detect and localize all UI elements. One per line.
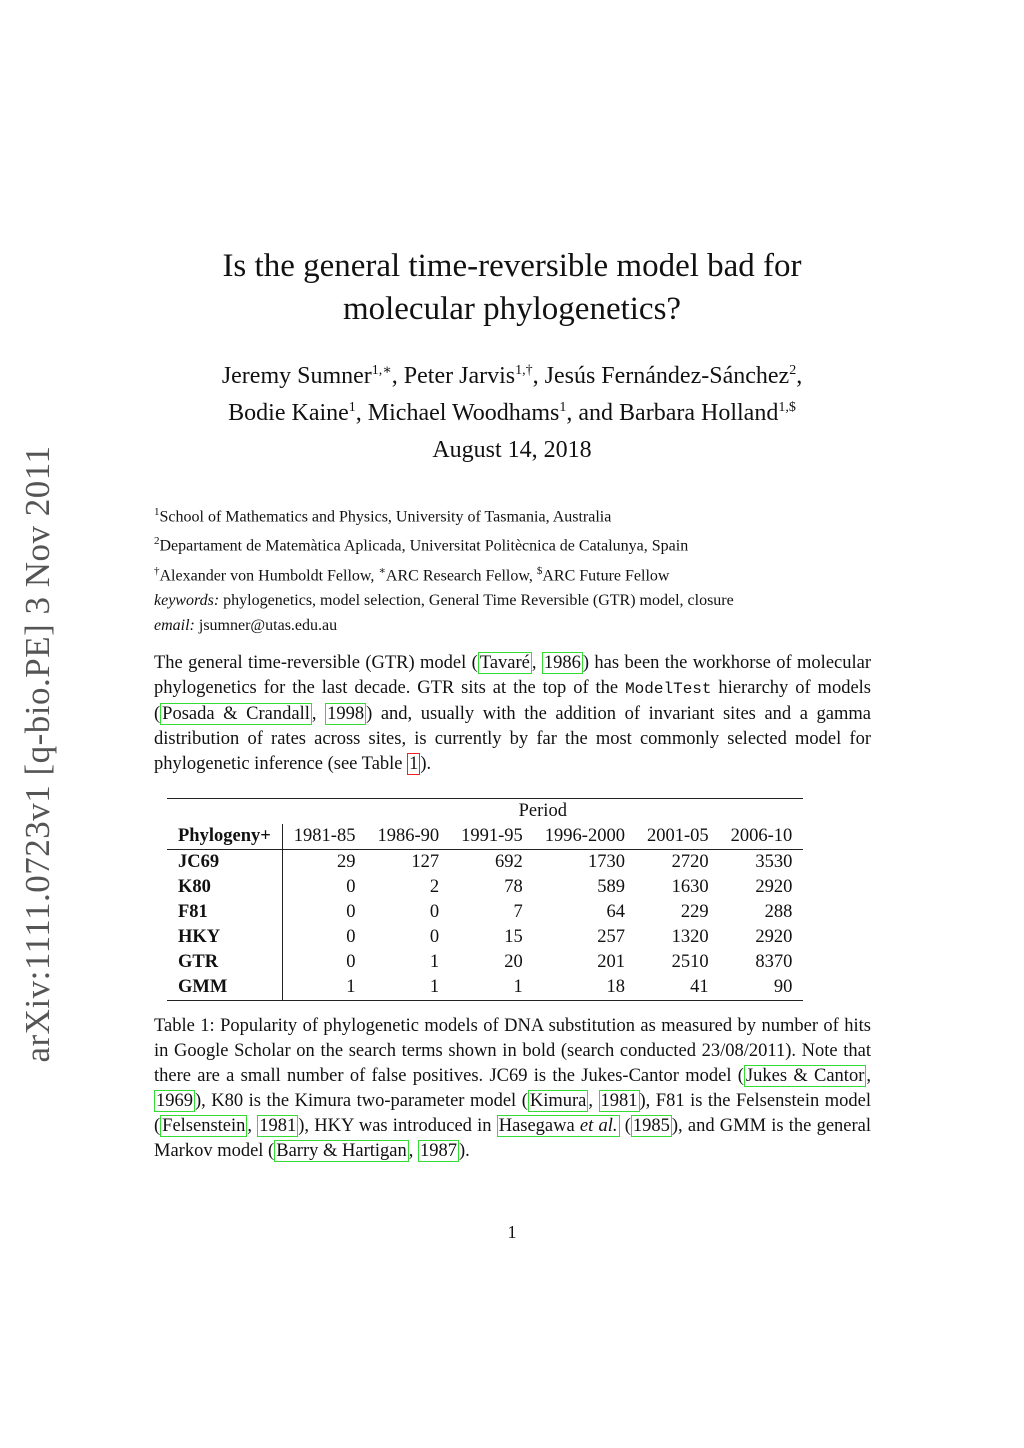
table-cell: 0 <box>346 877 356 897</box>
table-row <box>167 975 803 1001</box>
table-row <box>167 850 803 876</box>
column-header: 2001-05 <box>636 824 720 850</box>
affiliation-1 <box>154 500 874 529</box>
table-cell: 201 <box>597 952 625 972</box>
table-cell: 1630 <box>671 877 709 897</box>
data-table <box>167 798 803 1001</box>
citation-year-link[interactable]: 1969 <box>156 1091 193 1111</box>
table-cell: 41 <box>690 977 709 997</box>
caption-text: , <box>588 1091 599 1111</box>
arxiv-identifier: arXiv:1111.0723v1 [q-bio.PE] 3 Nov 2011 <box>18 445 57 1063</box>
column-header: 1996-2000 <box>534 824 636 850</box>
corner-header: Phylogeny+ <box>167 824 282 850</box>
affil-marker: 2 <box>154 535 160 548</box>
separator: , <box>566 400 579 426</box>
author-affil: 1,$ <box>778 400 796 415</box>
affil-marker: ∗ <box>378 564 386 577</box>
email-line <box>154 613 874 638</box>
keywords-label: keywords: <box>154 591 220 609</box>
separator: , <box>532 363 545 389</box>
table-cell: 1 <box>513 977 523 997</box>
citation-etal: et al. <box>579 1116 618 1136</box>
table-corner-spacer <box>167 799 282 825</box>
table-cell: 15 <box>504 927 523 947</box>
affil-marker: 1 <box>154 506 160 518</box>
table-header-row <box>167 824 803 850</box>
citation-link[interactable]: Felsenstein <box>162 1116 246 1136</box>
table-cell: 1730 <box>587 852 625 872</box>
author-name: Michael Woodhams <box>367 400 560 426</box>
citation-author: Hasegawa <box>498 1116 580 1136</box>
body-text: ) has been the workhorse of molecular phylogenetics for the last decade. GTR sits at the top of the <box>154 653 871 698</box>
affil-text: Departament de Matemàtica Aplicada, Universitat Politècnica de Catalunya, Spain <box>159 537 689 555</box>
model-name: GTR <box>167 950 282 975</box>
authors-line-2 <box>130 392 894 429</box>
author-affil: 1,∗ <box>371 363 392 378</box>
table-cell: 29 <box>336 852 356 872</box>
table-row <box>167 900 803 925</box>
affil-text: ARC Future Fellow <box>542 566 670 584</box>
table-cell: 2920 <box>755 877 793 897</box>
citation-link[interactable]: Posada & Crandall <box>162 704 310 724</box>
affil-text: Alexander von Humboldt Fellow, <box>159 566 375 584</box>
popularity-table <box>167 798 803 1001</box>
table-cell: 0 <box>429 902 440 922</box>
table-cell: 589 <box>597 877 625 897</box>
column-header: 1981-85 <box>282 824 366 850</box>
table-cell: 0 <box>429 927 440 947</box>
author-name: Bodie Kaine <box>228 400 349 426</box>
table-cell: 1 <box>346 977 356 997</box>
table-cell: 1320 <box>671 927 709 947</box>
table-cell: 288 <box>764 902 793 922</box>
caption-text: ), K80 is the Kimura two-parameter model ( <box>195 1091 528 1111</box>
body-text: The general time-reversible (GTR) model ( <box>154 653 478 673</box>
table-row <box>167 875 803 900</box>
author-affil: 1 <box>559 400 567 415</box>
author-affil: 1,† <box>515 363 533 378</box>
table-cell: 257 <box>597 927 625 947</box>
table-period-row <box>167 799 803 825</box>
caption-text: , <box>866 1066 871 1086</box>
model-name: K80 <box>167 875 282 900</box>
keywords-line <box>154 588 874 613</box>
citation-link[interactable] <box>497 1115 620 1137</box>
citation-link[interactable]: Jukes & Cantor <box>745 1066 865 1086</box>
modeltest-name: ModelTest <box>625 680 712 698</box>
table-cell: 127 <box>411 852 440 872</box>
model-name: F81 <box>167 900 282 925</box>
affil-marker: $ <box>536 564 543 577</box>
body-text: , <box>311 704 326 724</box>
affil-marker: † <box>154 564 160 577</box>
citation-link[interactable]: Tavaré <box>479 653 530 673</box>
author-name: Barbara Holland <box>619 400 779 426</box>
table-cell: 7 <box>513 902 523 922</box>
citation-year-link[interactable]: 1985 <box>632 1116 670 1136</box>
table-cell: 1 <box>429 952 440 972</box>
table-cell: 0 <box>346 902 356 922</box>
keywords-text: phylogenetics, model selection, General Time Reversible (GTR) model, closure <box>223 591 734 609</box>
author-affil: 1 <box>348 400 356 415</box>
table-cell: 2510 <box>671 952 709 972</box>
period-header: Period <box>518 801 567 821</box>
column-header: 2006-10 <box>720 824 804 850</box>
affiliations <box>154 500 874 638</box>
citation-year-link[interactable]: 1981 <box>259 1116 297 1136</box>
table-cell: 1 <box>429 977 440 997</box>
separator: , <box>796 363 803 389</box>
title-line-1: Is the general time-reversible model bad for <box>222 248 802 284</box>
page-number: 1 <box>507 1222 517 1242</box>
table-cell: 20 <box>504 952 523 972</box>
author-name: Jesús Fernández-Sánchez <box>544 363 790 389</box>
caption-text: ), and GMM is the general Markov model ( <box>154 1116 872 1161</box>
affil-text: School of Mathematics and Physics, University of Tasmania, Australia <box>159 508 612 526</box>
email-address[interactable]: jsumner@utas.edu.au <box>198 616 338 634</box>
caption-text: ), HKY was introduced in <box>298 1116 497 1136</box>
table-cell: 64 <box>606 902 625 922</box>
separator: , <box>391 363 404 389</box>
body-text: , <box>531 653 542 673</box>
table-cell: 18 <box>606 977 625 997</box>
model-name: GMM <box>167 975 282 1001</box>
table-cell: 2 <box>429 877 440 897</box>
affiliation-2 <box>154 529 874 558</box>
body-text: ) and, usually with the addition of invariant sites and a gamma distribution of rates across sites, is currently by far the most commonly selected model for phylogenetic inference (see Table <box>154 704 871 774</box>
caption-text: , <box>408 1141 418 1161</box>
author-name: Peter Jarvis <box>403 363 516 389</box>
citation-year-link[interactable]: 1987 <box>419 1141 457 1161</box>
model-name: JC69 <box>167 850 282 876</box>
table-cell: 78 <box>504 877 523 897</box>
caption-text: Table 1: Popularity of phylogenetic models of DNA substitution as measured by number of hits in Google Scholar on the search terms shown in bold (search conducted 23/08/2011). Note that there are a small number of false positives. JC69 is the Jukes-Cantor model ( <box>154 1016 871 1086</box>
caption-text: ). <box>458 1141 470 1161</box>
table-cell: 2920 <box>755 927 793 947</box>
table-cell: 0 <box>346 927 356 947</box>
table-row <box>167 950 803 975</box>
model-name: HKY <box>167 925 282 950</box>
paper-title <box>130 245 894 331</box>
table-cell: 3530 <box>755 852 793 872</box>
citation-link[interactable]: Barry & Hartigan <box>276 1141 407 1161</box>
column-header: 1986-90 <box>366 824 450 850</box>
fellowships <box>154 559 874 588</box>
table-caption <box>154 1014 871 1164</box>
table-cell: 90 <box>773 977 793 997</box>
title-line-2: molecular phylogenetics? <box>342 291 682 327</box>
author-list <box>130 355 894 429</box>
table-row <box>167 925 803 950</box>
author-name: Jeremy Sumner <box>221 363 372 389</box>
table-cell: 692 <box>495 852 523 872</box>
citation-year-link[interactable]: 1986 <box>543 653 581 673</box>
intro-paragraph <box>154 651 871 777</box>
citation-year-link[interactable]: 1981 <box>600 1091 638 1111</box>
caption-text: , <box>247 1116 258 1136</box>
caption-text: ), F81 is the Felsenstein model ( <box>154 1091 871 1136</box>
table-cell: 0 <box>346 952 356 972</box>
citation-link[interactable]: Kimura <box>529 1091 587 1111</box>
and-word: and <box>578 400 614 426</box>
table-cell: 2720 <box>671 852 709 872</box>
table-ref-link[interactable]: 1 <box>409 754 419 774</box>
email-label: email: <box>154 616 195 634</box>
affil-text: ARC Research Fellow, <box>385 566 533 584</box>
citation-year-link[interactable]: 1998 <box>327 704 365 724</box>
authors-line-1 <box>130 355 894 392</box>
body-text: ). <box>420 754 432 774</box>
table-cell: 229 <box>680 902 709 922</box>
table-cell: 8370 <box>755 952 793 972</box>
paper-date: August 14, 2018 <box>432 437 592 463</box>
body-text: hierarchy of models ( <box>154 678 871 724</box>
author-affil: 2 <box>789 363 797 378</box>
column-header: 1991-95 <box>450 824 534 850</box>
separator: , <box>355 400 368 426</box>
caption-text: ( <box>619 1116 631 1136</box>
